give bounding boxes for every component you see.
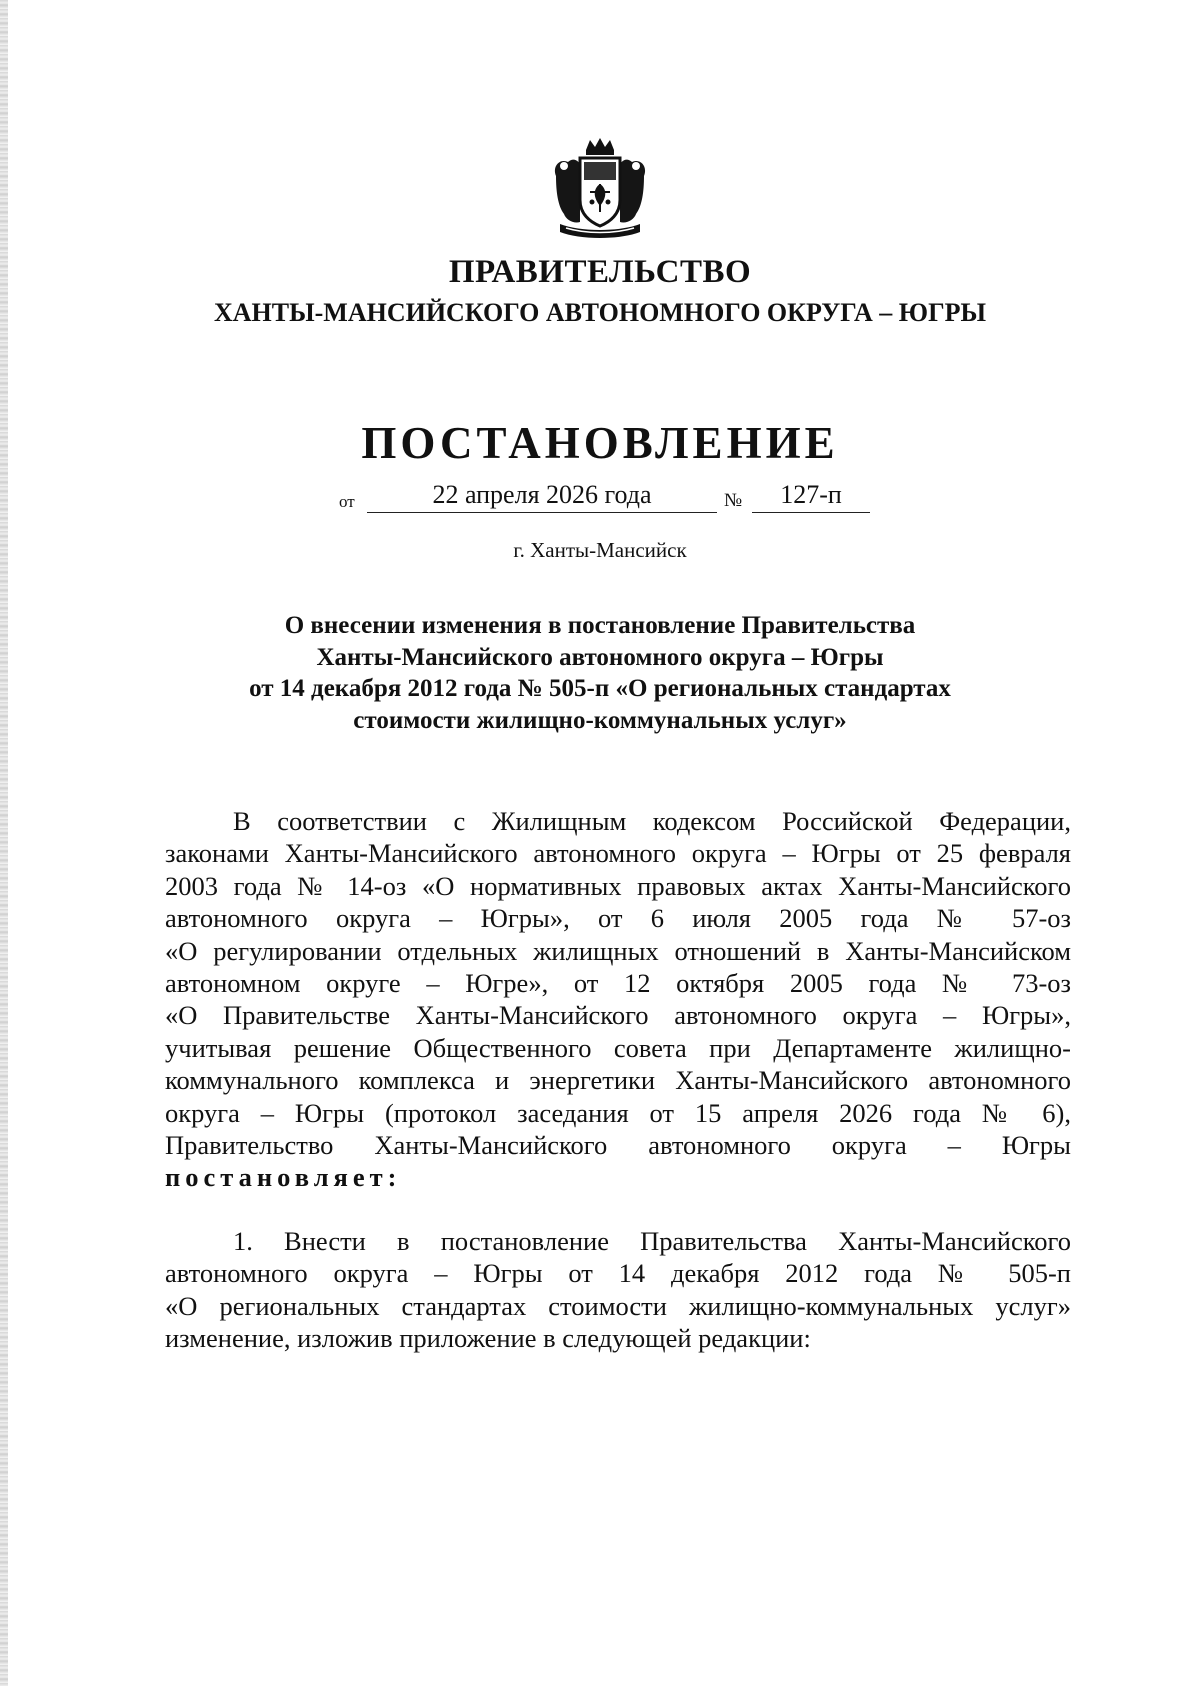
heading-line: О внесении изменения в постановление Правительства	[284, 612, 916, 639]
item-1-line: 1. Внести в постановление Правительства Ханты-Мансийского	[233, 1226, 1071, 1256]
resolves-word: постановляет:	[165, 1162, 402, 1193]
document-meta-line	[0, 478, 1200, 518]
document-city: г. Ханты-Мансийск	[513, 538, 687, 562]
preamble-line: автономном округе – Югре», от 12 октября 2005 года № 73-оз	[165, 968, 1071, 999]
authority-subtitle: ХАНТЫ-МАНСИЙСКОГО АВТОНОМНОГО ОКРУГА – ЮГРЫ	[213, 298, 987, 327]
document-type-title: ПОСТАНОВЛЕНИЕ	[361, 418, 839, 468]
item-1-line: «О региональных стандартах стоимости жилищно-коммунальных услуг»	[165, 1290, 1071, 1321]
preamble-line: коммунального комплекса и энергетики Ханты-Мансийского автономного	[165, 1065, 1071, 1096]
preamble-line: Правительство Ханты-Мансийского автономного округа – Югры	[165, 1130, 1071, 1161]
heading-line: от 14 декабря 2012 года № 505-п «О региональных стандартах	[249, 675, 951, 702]
preamble-line: «О регулировании отдельных жилищных отношений в Ханты-Мансийском	[165, 935, 1071, 966]
document-number: 127-п	[752, 478, 870, 513]
preamble-line: В соответствии с Жилищным кодексом Российской Федерации,	[233, 806, 1071, 836]
heading-line: стоимости жилищно-коммунальных услуг»	[353, 706, 847, 734]
preamble-line: округа – Югры (протокол заседания от 15 апреля 2026 года № 6),	[165, 1097, 1071, 1128]
heading-line: Ханты-Мансийского автономного округа – Югры	[316, 643, 884, 671]
item-1-line: изменение, изложив приложение в следующей редакции:	[165, 1323, 811, 1354]
item-1-paragraph	[165, 1225, 1071, 1355]
preamble-line: 2003 года № 14-оз «О нормативных правовых актах Ханты-Мансийского	[165, 870, 1071, 901]
number-sign-label: №	[724, 490, 743, 511]
item-1-line: автономного округа – Югры от 14 декабря 2012 года № 505-п	[165, 1258, 1071, 1289]
authority-title: ПРАВИТЕЛЬСТВО	[448, 254, 752, 290]
preamble-line: «О Правительстве Ханты-Мансийского автономного округа – Югры»,	[165, 1000, 1071, 1031]
document-date: 22 апреля 2026 года	[367, 478, 717, 513]
coat-of-arms-emblem-icon	[546, 136, 654, 244]
preamble-line: законами Ханты-Мансийского автономного округа – Югры от 25 февраля	[165, 838, 1071, 869]
preamble-line: автономного округа – Югры», от 6 июля 2005 года № 57-оз	[165, 903, 1071, 934]
preamble-line: учитывая решение Общественного совета при Департаменте жилищно-	[165, 1032, 1071, 1063]
preamble-paragraph	[165, 805, 1071, 1194]
document-heading	[160, 610, 1040, 736]
date-from-label: от	[339, 492, 355, 511]
